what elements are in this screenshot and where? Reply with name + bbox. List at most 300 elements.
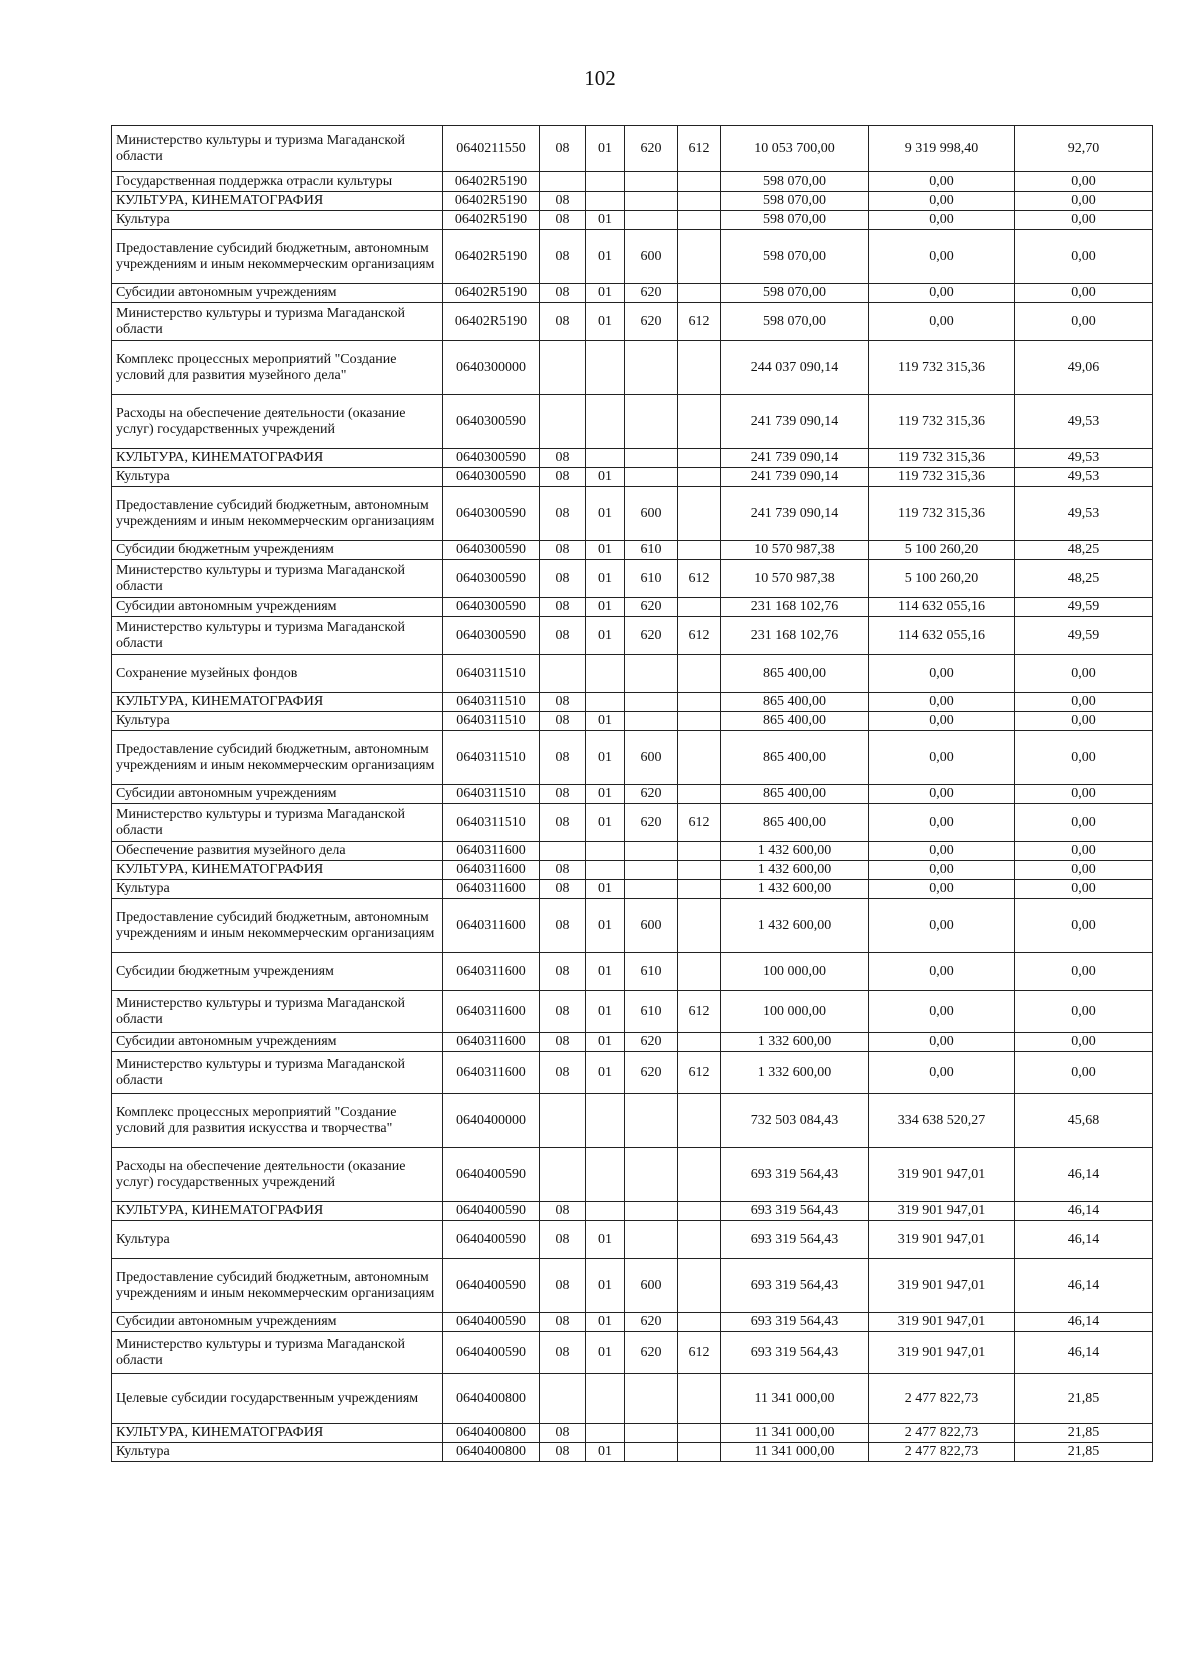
expense-subtype-code bbox=[678, 1424, 721, 1443]
expense-type-code: 620 bbox=[625, 804, 678, 842]
expense-subtype-code bbox=[678, 1313, 721, 1332]
row-name: КУЛЬТУРА, КИНЕМАТОГРАФИЯ bbox=[112, 192, 443, 211]
expense-type-code: 620 bbox=[625, 284, 678, 303]
executed-amount: 114 632 055,16 bbox=[869, 617, 1015, 655]
execution-percent: 46,14 bbox=[1015, 1313, 1153, 1332]
executed-amount: 0,00 bbox=[869, 1052, 1015, 1094]
expense-type-code bbox=[625, 880, 678, 899]
expense-subtype-code bbox=[678, 449, 721, 468]
expense-type-code bbox=[625, 1443, 678, 1462]
section-code: 08 bbox=[540, 899, 586, 953]
expense-subtype-code: 612 bbox=[678, 617, 721, 655]
execution-percent: 0,00 bbox=[1015, 230, 1153, 284]
subsection-code: 01 bbox=[586, 899, 625, 953]
executed-amount: 0,00 bbox=[869, 693, 1015, 712]
target-article-code: 0640311510 bbox=[443, 655, 540, 693]
execution-percent: 0,00 bbox=[1015, 284, 1153, 303]
expense-subtype-code bbox=[678, 712, 721, 731]
section-code: 08 bbox=[540, 991, 586, 1033]
subsection-code: 01 bbox=[586, 1052, 625, 1094]
section-code: 08 bbox=[540, 192, 586, 211]
expense-subtype-code bbox=[678, 230, 721, 284]
expense-type-code: 620 bbox=[625, 1052, 678, 1094]
row-name: Культура bbox=[112, 1221, 443, 1259]
expense-type-code: 620 bbox=[625, 126, 678, 172]
table-row bbox=[112, 395, 1153, 449]
section-code bbox=[540, 395, 586, 449]
executed-amount: 0,00 bbox=[869, 899, 1015, 953]
expense-type-code bbox=[625, 693, 678, 712]
expense-type-code bbox=[625, 1094, 678, 1148]
row-name: Субсидии автономным учреждениям bbox=[112, 1033, 443, 1052]
execution-percent: 0,00 bbox=[1015, 655, 1153, 693]
expense-type-code bbox=[625, 1374, 678, 1424]
expense-subtype-code bbox=[678, 1221, 721, 1259]
target-article-code: 06402R5190 bbox=[443, 284, 540, 303]
subsection-code bbox=[586, 1424, 625, 1443]
executed-amount: 0,00 bbox=[869, 284, 1015, 303]
table-row bbox=[112, 1094, 1153, 1148]
planned-amount: 693 319 564,43 bbox=[721, 1202, 869, 1221]
expense-type-code bbox=[625, 172, 678, 192]
executed-amount: 319 901 947,01 bbox=[869, 1332, 1015, 1374]
expense-subtype-code bbox=[678, 693, 721, 712]
target-article-code: 06402R5190 bbox=[443, 172, 540, 192]
execution-percent: 49,53 bbox=[1015, 449, 1153, 468]
planned-amount: 693 319 564,43 bbox=[721, 1221, 869, 1259]
table-row bbox=[112, 861, 1153, 880]
row-name: Государственная поддержка отрасли культуры bbox=[112, 172, 443, 192]
planned-amount: 11 341 000,00 bbox=[721, 1424, 869, 1443]
row-name: Расходы на обеспечение деятельности (оказание услуг) государственных учреждений bbox=[112, 1148, 443, 1202]
executed-amount: 319 901 947,01 bbox=[869, 1221, 1015, 1259]
planned-amount: 865 400,00 bbox=[721, 655, 869, 693]
expense-type-code bbox=[625, 192, 678, 211]
section-code: 08 bbox=[540, 861, 586, 880]
target-article-code: 0640311600 bbox=[443, 991, 540, 1033]
executed-amount: 5 100 260,20 bbox=[869, 541, 1015, 560]
subsection-code: 01 bbox=[586, 785, 625, 804]
section-code bbox=[540, 341, 586, 395]
section-code: 08 bbox=[540, 303, 586, 341]
planned-amount: 693 319 564,43 bbox=[721, 1332, 869, 1374]
table-row bbox=[112, 468, 1153, 487]
row-name: Министерство культуры и туризма Магаданской области bbox=[112, 804, 443, 842]
expense-type-code bbox=[625, 712, 678, 731]
section-code: 08 bbox=[540, 1202, 586, 1221]
execution-percent: 21,85 bbox=[1015, 1374, 1153, 1424]
expense-type-code bbox=[625, 1221, 678, 1259]
execution-percent: 0,00 bbox=[1015, 172, 1153, 192]
executed-amount: 0,00 bbox=[869, 880, 1015, 899]
expense-subtype-code bbox=[678, 953, 721, 991]
planned-amount: 100 000,00 bbox=[721, 991, 869, 1033]
row-name: Субсидии автономным учреждениям bbox=[112, 785, 443, 804]
expense-subtype-code bbox=[678, 899, 721, 953]
expense-subtype-code bbox=[678, 1374, 721, 1424]
target-article-code: 0640311510 bbox=[443, 693, 540, 712]
target-article-code: 0640400590 bbox=[443, 1202, 540, 1221]
target-article-code: 0640400590 bbox=[443, 1148, 540, 1202]
expense-type-code: 600 bbox=[625, 899, 678, 953]
executed-amount: 0,00 bbox=[869, 172, 1015, 192]
target-article-code: 0640300590 bbox=[443, 560, 540, 598]
subsection-code: 01 bbox=[586, 1332, 625, 1374]
row-name: Министерство культуры и туризма Магаданской области bbox=[112, 617, 443, 655]
executed-amount: 0,00 bbox=[869, 842, 1015, 861]
section-code: 08 bbox=[540, 468, 586, 487]
execution-percent: 0,00 bbox=[1015, 303, 1153, 341]
executed-amount: 319 901 947,01 bbox=[869, 1202, 1015, 1221]
execution-percent: 0,00 bbox=[1015, 211, 1153, 230]
target-article-code: 0640311600 bbox=[443, 899, 540, 953]
executed-amount: 119 732 315,36 bbox=[869, 449, 1015, 468]
target-article-code: 0640211550 bbox=[443, 126, 540, 172]
section-code: 08 bbox=[540, 598, 586, 617]
table-row bbox=[112, 230, 1153, 284]
table-row bbox=[112, 1033, 1153, 1052]
row-name: Комплекс процессных мероприятий "Создание условий для развития музейного дела" bbox=[112, 341, 443, 395]
executed-amount: 0,00 bbox=[869, 655, 1015, 693]
section-code bbox=[540, 1148, 586, 1202]
planned-amount: 241 739 090,14 bbox=[721, 468, 869, 487]
execution-percent: 0,00 bbox=[1015, 861, 1153, 880]
subsection-code bbox=[586, 172, 625, 192]
target-article-code: 0640311600 bbox=[443, 861, 540, 880]
section-code: 08 bbox=[540, 560, 586, 598]
table-row bbox=[112, 655, 1153, 693]
row-name: Культура bbox=[112, 211, 443, 230]
section-code: 08 bbox=[540, 487, 586, 541]
subsection-code: 01 bbox=[586, 1443, 625, 1462]
executed-amount: 2 477 822,73 bbox=[869, 1424, 1015, 1443]
target-article-code: 0640400590 bbox=[443, 1332, 540, 1374]
planned-amount: 231 168 102,76 bbox=[721, 617, 869, 655]
row-name: Предоставление субсидий бюджетным, автономным учреждениям и иным некоммерческим организациям bbox=[112, 1259, 443, 1313]
expense-subtype-code: 612 bbox=[678, 126, 721, 172]
expense-type-code bbox=[625, 449, 678, 468]
subsection-code bbox=[586, 842, 625, 861]
section-code: 08 bbox=[540, 1332, 586, 1374]
expense-subtype-code bbox=[678, 487, 721, 541]
expense-subtype-code bbox=[678, 1148, 721, 1202]
section-code: 08 bbox=[540, 1259, 586, 1313]
row-name: Предоставление субсидий бюджетным, автономным учреждениям и иным некоммерческим организациям bbox=[112, 899, 443, 953]
row-name: Культура bbox=[112, 880, 443, 899]
planned-amount: 598 070,00 bbox=[721, 230, 869, 284]
subsection-code bbox=[586, 395, 625, 449]
row-name: Министерство культуры и туризма Магаданской области bbox=[112, 1052, 443, 1094]
table-row bbox=[112, 953, 1153, 991]
execution-percent: 92,70 bbox=[1015, 126, 1153, 172]
execution-percent: 0,00 bbox=[1015, 731, 1153, 785]
subsection-code: 01 bbox=[586, 880, 625, 899]
section-code: 08 bbox=[540, 1052, 586, 1094]
executed-amount: 319 901 947,01 bbox=[869, 1313, 1015, 1332]
executed-amount: 0,00 bbox=[869, 712, 1015, 731]
target-article-code: 0640311600 bbox=[443, 953, 540, 991]
table-row bbox=[112, 899, 1153, 953]
expense-subtype-code: 612 bbox=[678, 1332, 721, 1374]
executed-amount: 119 732 315,36 bbox=[869, 395, 1015, 449]
executed-amount: 0,00 bbox=[869, 230, 1015, 284]
row-name: Культура bbox=[112, 468, 443, 487]
execution-percent: 21,85 bbox=[1015, 1443, 1153, 1462]
target-article-code: 0640311510 bbox=[443, 804, 540, 842]
execution-percent: 0,00 bbox=[1015, 804, 1153, 842]
page-number: 102 bbox=[584, 66, 616, 90]
section-code: 08 bbox=[540, 712, 586, 731]
row-name: КУЛЬТУРА, КИНЕМАТОГРАФИЯ bbox=[112, 693, 443, 712]
expense-type-code: 600 bbox=[625, 230, 678, 284]
section-code: 08 bbox=[540, 785, 586, 804]
row-name: Расходы на обеспечение деятельности (оказание услуг) государственных учреждений bbox=[112, 395, 443, 449]
expense-subtype-code: 612 bbox=[678, 1052, 721, 1094]
expense-type-code: 620 bbox=[625, 785, 678, 804]
row-name: Субсидии автономным учреждениям bbox=[112, 1313, 443, 1332]
planned-amount: 11 341 000,00 bbox=[721, 1374, 869, 1424]
expense-type-code bbox=[625, 468, 678, 487]
execution-percent: 49,06 bbox=[1015, 341, 1153, 395]
planned-amount: 598 070,00 bbox=[721, 192, 869, 211]
planned-amount: 1 432 600,00 bbox=[721, 899, 869, 953]
target-article-code: 0640300000 bbox=[443, 341, 540, 395]
subsection-code: 01 bbox=[586, 617, 625, 655]
execution-percent: 0,00 bbox=[1015, 899, 1153, 953]
expense-subtype-code bbox=[678, 880, 721, 899]
expense-type-code: 610 bbox=[625, 953, 678, 991]
executed-amount: 0,00 bbox=[869, 804, 1015, 842]
expense-type-code: 620 bbox=[625, 1033, 678, 1052]
table-row bbox=[112, 1221, 1153, 1259]
table-row bbox=[112, 842, 1153, 861]
planned-amount: 241 739 090,14 bbox=[721, 395, 869, 449]
subsection-code: 01 bbox=[586, 230, 625, 284]
execution-percent: 0,00 bbox=[1015, 693, 1153, 712]
expense-type-code: 620 bbox=[625, 617, 678, 655]
execution-percent: 46,14 bbox=[1015, 1221, 1153, 1259]
table-row bbox=[112, 192, 1153, 211]
expense-subtype-code bbox=[678, 598, 721, 617]
section-code bbox=[540, 172, 586, 192]
executed-amount: 0,00 bbox=[869, 991, 1015, 1033]
execution-percent: 46,14 bbox=[1015, 1148, 1153, 1202]
execution-percent: 0,00 bbox=[1015, 953, 1153, 991]
target-article-code: 06402R5190 bbox=[443, 192, 540, 211]
row-name: Культура bbox=[112, 1443, 443, 1462]
planned-amount: 693 319 564,43 bbox=[721, 1259, 869, 1313]
expense-subtype-code bbox=[678, 1033, 721, 1052]
row-name: Комплекс процессных мероприятий "Создание условий для развития искусства и творчества" bbox=[112, 1094, 443, 1148]
target-article-code: 0640311600 bbox=[443, 842, 540, 861]
expense-subtype-code: 612 bbox=[678, 560, 721, 598]
executed-amount: 0,00 bbox=[869, 192, 1015, 211]
expense-subtype-code bbox=[678, 1202, 721, 1221]
execution-percent: 48,25 bbox=[1015, 560, 1153, 598]
planned-amount: 1 332 600,00 bbox=[721, 1033, 869, 1052]
table-row bbox=[112, 598, 1153, 617]
table-row bbox=[112, 712, 1153, 731]
expense-type-code: 600 bbox=[625, 1259, 678, 1313]
executed-amount: 0,00 bbox=[869, 731, 1015, 785]
row-name: Сохранение музейных фондов bbox=[112, 655, 443, 693]
budget-table bbox=[111, 125, 1153, 1462]
subsection-code: 01 bbox=[586, 487, 625, 541]
expense-subtype-code bbox=[678, 468, 721, 487]
execution-percent: 45,68 bbox=[1015, 1094, 1153, 1148]
section-code: 08 bbox=[540, 126, 586, 172]
subsection-code bbox=[586, 192, 625, 211]
target-article-code: 0640300590 bbox=[443, 468, 540, 487]
row-name: Целевые субсидии государственным учреждениям bbox=[112, 1374, 443, 1424]
execution-percent: 0,00 bbox=[1015, 991, 1153, 1033]
expense-subtype-code bbox=[678, 1443, 721, 1462]
executed-amount: 9 319 998,40 bbox=[869, 126, 1015, 172]
execution-percent: 49,53 bbox=[1015, 468, 1153, 487]
subsection-code: 01 bbox=[586, 1221, 625, 1259]
section-code: 08 bbox=[540, 1221, 586, 1259]
expense-type-code: 610 bbox=[625, 541, 678, 560]
expense-subtype-code bbox=[678, 1094, 721, 1148]
planned-amount: 865 400,00 bbox=[721, 693, 869, 712]
planned-amount: 732 503 084,43 bbox=[721, 1094, 869, 1148]
subsection-code: 01 bbox=[586, 211, 625, 230]
expense-subtype-code bbox=[678, 192, 721, 211]
target-article-code: 0640400000 bbox=[443, 1094, 540, 1148]
section-code: 08 bbox=[540, 211, 586, 230]
execution-percent: 46,14 bbox=[1015, 1259, 1153, 1313]
subsection-code: 01 bbox=[586, 804, 625, 842]
row-name: Субсидии автономным учреждениям bbox=[112, 598, 443, 617]
target-article-code: 0640300590 bbox=[443, 487, 540, 541]
section-code: 08 bbox=[540, 230, 586, 284]
target-article-code: 06402R5190 bbox=[443, 230, 540, 284]
subsection-code: 01 bbox=[586, 303, 625, 341]
expense-subtype-code bbox=[678, 211, 721, 230]
expense-subtype-code bbox=[678, 785, 721, 804]
table-row bbox=[112, 1424, 1153, 1443]
subsection-code bbox=[586, 861, 625, 880]
expense-type-code bbox=[625, 211, 678, 230]
table-row bbox=[112, 693, 1153, 712]
planned-amount: 10 570 987,38 bbox=[721, 541, 869, 560]
executed-amount: 0,00 bbox=[869, 953, 1015, 991]
target-article-code: 0640400590 bbox=[443, 1221, 540, 1259]
table-row bbox=[112, 211, 1153, 230]
table-row bbox=[112, 785, 1153, 804]
execution-percent: 0,00 bbox=[1015, 192, 1153, 211]
execution-percent: 0,00 bbox=[1015, 880, 1153, 899]
target-article-code: 06402R5190 bbox=[443, 303, 540, 341]
section-code: 08 bbox=[540, 953, 586, 991]
expense-type-code bbox=[625, 861, 678, 880]
row-name: КУЛЬТУРА, КИНЕМАТОГРАФИЯ bbox=[112, 861, 443, 880]
subsection-code: 01 bbox=[586, 731, 625, 785]
planned-amount: 244 037 090,14 bbox=[721, 341, 869, 395]
expense-subtype-code bbox=[678, 395, 721, 449]
row-name: Предоставление субсидий бюджетным, автономным учреждениям и иным некоммерческим организациям bbox=[112, 487, 443, 541]
expense-type-code bbox=[625, 1424, 678, 1443]
expense-type-code: 620 bbox=[625, 598, 678, 617]
planned-amount: 10 570 987,38 bbox=[721, 560, 869, 598]
section-code: 08 bbox=[540, 1443, 586, 1462]
section-code: 08 bbox=[540, 617, 586, 655]
table-row bbox=[112, 1332, 1153, 1374]
section-code: 08 bbox=[540, 804, 586, 842]
expense-subtype-code bbox=[678, 541, 721, 560]
subsection-code bbox=[586, 1094, 625, 1148]
executed-amount: 0,00 bbox=[869, 303, 1015, 341]
executed-amount: 0,00 bbox=[869, 861, 1015, 880]
expense-type-code: 600 bbox=[625, 487, 678, 541]
expense-type-code: 620 bbox=[625, 303, 678, 341]
section-code bbox=[540, 1094, 586, 1148]
expense-type-code: 600 bbox=[625, 731, 678, 785]
row-name: Обеспечение развития музейного дела bbox=[112, 842, 443, 861]
table-row bbox=[112, 731, 1153, 785]
subsection-code: 01 bbox=[586, 598, 625, 617]
section-code: 08 bbox=[540, 284, 586, 303]
expense-type-code bbox=[625, 341, 678, 395]
section-code: 08 bbox=[540, 731, 586, 785]
table-row bbox=[112, 1148, 1153, 1202]
table-row bbox=[112, 126, 1153, 172]
execution-percent: 0,00 bbox=[1015, 1052, 1153, 1094]
expense-type-code bbox=[625, 655, 678, 693]
subsection-code bbox=[586, 341, 625, 395]
planned-amount: 241 739 090,14 bbox=[721, 487, 869, 541]
executed-amount: 0,00 bbox=[869, 1033, 1015, 1052]
executed-amount: 334 638 520,27 bbox=[869, 1094, 1015, 1148]
expense-type-code: 620 bbox=[625, 1332, 678, 1374]
execution-percent: 0,00 bbox=[1015, 712, 1153, 731]
subsection-code bbox=[586, 449, 625, 468]
table-row bbox=[112, 1443, 1153, 1462]
execution-percent: 0,00 bbox=[1015, 1033, 1153, 1052]
expense-subtype-code bbox=[678, 341, 721, 395]
execution-percent: 0,00 bbox=[1015, 842, 1153, 861]
expense-type-code bbox=[625, 395, 678, 449]
expense-subtype-code: 612 bbox=[678, 991, 721, 1033]
table-row bbox=[112, 172, 1153, 192]
section-code bbox=[540, 655, 586, 693]
subsection-code: 01 bbox=[586, 991, 625, 1033]
expense-type-code: 610 bbox=[625, 991, 678, 1033]
executed-amount: 119 732 315,36 bbox=[869, 468, 1015, 487]
executed-amount: 0,00 bbox=[869, 211, 1015, 230]
planned-amount: 865 400,00 bbox=[721, 731, 869, 785]
table-row bbox=[112, 880, 1153, 899]
table-row bbox=[112, 560, 1153, 598]
target-article-code: 06402R5190 bbox=[443, 211, 540, 230]
planned-amount: 865 400,00 bbox=[721, 712, 869, 731]
subsection-code bbox=[586, 1148, 625, 1202]
subsection-code: 01 bbox=[586, 126, 625, 172]
table-row bbox=[112, 1052, 1153, 1094]
planned-amount: 1 432 600,00 bbox=[721, 842, 869, 861]
section-code: 08 bbox=[540, 1033, 586, 1052]
table-row bbox=[112, 804, 1153, 842]
executed-amount: 5 100 260,20 bbox=[869, 560, 1015, 598]
executed-amount: 0,00 bbox=[869, 785, 1015, 804]
planned-amount: 598 070,00 bbox=[721, 284, 869, 303]
expense-subtype-code: 612 bbox=[678, 804, 721, 842]
subsection-code: 01 bbox=[586, 541, 625, 560]
target-article-code: 0640400800 bbox=[443, 1443, 540, 1462]
section-code: 08 bbox=[540, 449, 586, 468]
row-name: КУЛЬТУРА, КИНЕМАТОГРАФИЯ bbox=[112, 449, 443, 468]
expense-type-code: 620 bbox=[625, 1313, 678, 1332]
